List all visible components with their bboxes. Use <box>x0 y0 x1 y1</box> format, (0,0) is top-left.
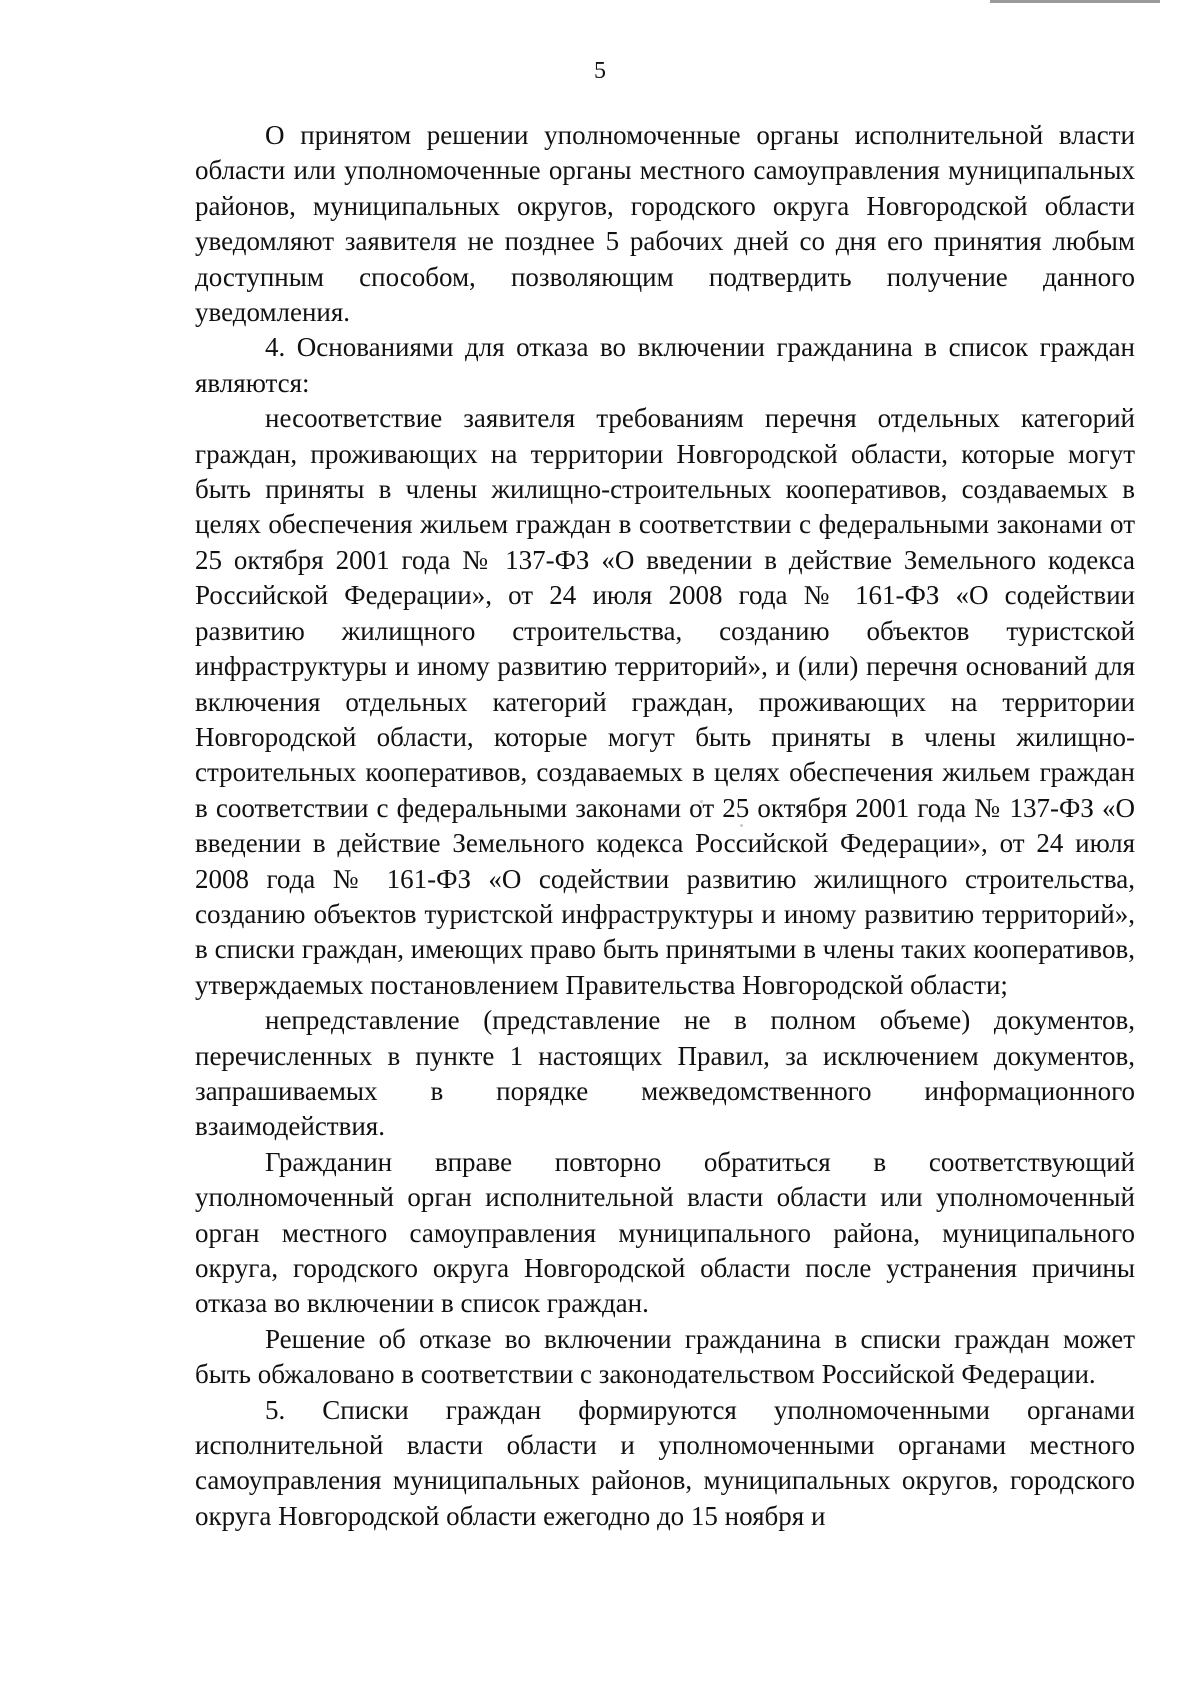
paragraph-notification: О принятом решении уполномоченные органы исполнительной власти области или уполномоченные органы местного самоуправления муниципальных районов, муниципальных округов, городского округа Новгородской области уведомляют заявителя не позднее 5 рабочих дней со дня его принятия любым доступным способом, позволяющим подтвердить получение данного уведомления. <box>195 120 1135 328</box>
page-number: 5 <box>594 58 606 84</box>
paragraph-appeal: Решение об отказе во включении гражданина в списки граждан может быть обжаловано в соответствии с законодательством Российской Федерации. <box>195 1323 1135 1390</box>
paragraph-nonconformity: несоответствие заявителя требованиям перечня отдельных категорий граждан, проживающих на территории Новгородской области, которые могут быть приняты в члены жилищно-строительных кооперативов, создаваемых в целях обеспечения жильем граждан в соответствии с федеральными законами от 25 октября 2001 года № 137-ФЗ «О введении в действие Земельного кодекса Российской Федерации», от 24 июля 2008 года № 161-ФЗ «О содействии развитию жилищного строительства, созданию объектов туристской инфраструктуры и иному развитию территорий», и (или) перечня оснований для включения отдельных категорий граждан, проживающих на территории Новгородской области, которые могут быть приняты в члены жилищно-строительных кооперативов, создаваемых в целях обеспечения жильем граждан в соответствии с федеральными законами от 25 октября 2001 года № 137-ФЗ «О введении в действие Земельного кодекса Российской Федерации», от 24 июля 2008 года № 161-ФЗ «О содействии развитию жилищного строительства, созданию объектов туристской инфраструктуры и иному развитию территорий», в списки граждан, имеющих право быть принятыми в члены таких кооперативов, утверждаемых постановлением Правительства Новгородской области; <box>195 403 1135 1000</box>
paragraph-lists-formation: 5. Списки граждан формируются уполномоченными органами исполнительной власти области и уполномоченными органами местного самоуправления муниципальных районов, муниципальных округов, городского округа Новгородской области ежегодно до 15 ноября и <box>195 1394 1135 1531</box>
scan-edge-mark <box>990 0 1160 3</box>
document-body <box>195 118 1135 1534</box>
paragraph-missing-documents: непредставление (представление не в полном объеме) документов, перечисленных в пункте 1 настоящих Правил, за исключением документов, запрашиваемых в порядке межведомственного информационного взаимодействия. <box>195 1005 1135 1142</box>
paragraph-reapply: Гражданин вправе повторно обратиться в соответствующий уполномоченный орган исполнительной власти области или уполномоченный орган местного самоуправления муниципального района, муниципального округа, городского округа Новгородской области после устранения причины отказа во включении в список граждан. <box>195 1146 1135 1319</box>
paragraph-refusal-grounds: 4. Основаниями для отказа во включении гражданина в список граждан являются: <box>195 332 1135 398</box>
